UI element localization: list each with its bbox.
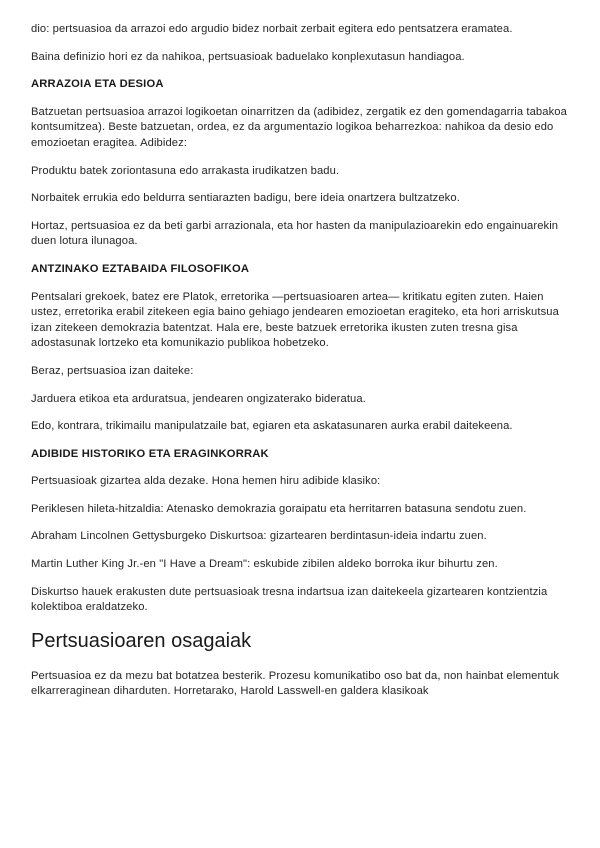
paragraph-definition-end: dio: pertsuasioa da arrazoi edo argudio bidez norbait zerbait egitera edo pentsatzera eramatea. [31,23,513,35]
paragraph-speeches-conclusion: Diskurtso hauek erakusten dute pertsuasioak tresna indartsua izan daitekeela gizartearen kontzientzia kolektiboa eraldatzeko. [31,585,548,614]
paragraph-example-product: Produktu batek zoriontasuna edo arrakasta irudikatzen badu. [31,164,340,177]
paragraph-pericles: Periklesen hileta-hitzaldia: Atenasko demokrazia goraipatu eta herritarren batasuna sendotu zuen. [31,502,527,515]
section-title-osagaiak: Pertsuasioaren osagaiak [31,629,252,652]
paragraph-lincoln: Abraham Lincolnen Gettysburgeko Diskurtsoa: gizartearen berdintasun-ideia indartu zuen. [31,530,487,543]
heading-antzinako-eztabaida: ANTZINAKO EZTABAIDA FILOSOFIKOA [31,262,250,275]
paragraph-logic-emotion: Batzuetan pertsuasioa arrazoi logikoetan oinarritzen da (adibidez, zergatik ez den gomendagarria tabakoa kontsumitzea). Beste batzuetan, ordea, ez da argumentazio logikoa beharrezkoa: nahikoa da desio edo emozioetan eragitea. Adibidez: [31,105,567,149]
paragraph-examples-intro: Pertsuasioak gizartea alda dezake. Hona hemen hiru adibide klasiko: [31,475,381,488]
paragraph-mlk: Martin Luther King Jr.-en "I Have a Dream": eskubide zibilen aldeko borroka ikur bihurtu zen. [31,558,498,571]
paragraph-complexity: Baina definizio hori ez da nahikoa, pertsuasioak baduelako konplexutasun handiagoa. [31,50,465,63]
heading-arrazoia-eta-desioa: ARRAZOIA ETA DESIOA [31,78,164,91]
paragraph-ethical-activity: Jarduera etikoa eta arduratsua, jendearen ongizaterako bideratua. [31,392,366,405]
heading-adibide-historikoak: ADIBIDE HISTORIKO ETA ERAGINKORRAK [31,447,269,460]
paragraph-communicative-process: Pertsuasioa ez da mezu bat botatzea besterik. Prozesu komunikatibo oso bat da, non hainbat elementuk elkarreraginean diharduten. Horretarako, Harold Lasswell-en galdera klasikoak [31,669,560,698]
paragraph-manipulative-trick: Edo, kontrara, trikimailu manipulatzaile bat, egiaren eta askatasunaren aurka erabil daitekeena. [31,420,513,433]
document-page [31,22,571,712]
paragraph-therefore: Beraz, pertsuasioa izan daiteke: [31,364,194,377]
paragraph-greek-thinkers: Pentsalari grekoek, batez ere Platok, erretorika —pertsuasioaren artea— kritikatu egiten zuten. Haien ustez, erretorika erabil zitekeen egia baino gehiago jendearen emozioetan eragiteko, eta hori arriskutsua izan zitekeen demokrazia batentzat. Hala ere, beste batzuek erretorika ikusten zuten tresna gisa adostasunak lortzeko eta komunikazio publikoa hobetzeko. [31,290,559,350]
paragraph-manipulation-link: Hortaz, pertsuasioa ez da beti garbi arrazionala, eta hor hasten da manipulazioarekin edo engainuarekin duen lotura ilunagoa. [31,219,559,248]
paragraph-example-pity-fear: Norbaitek errukia edo beldurra sentiarazten badigu, bere ideia onartzera bultzatzeko. [31,192,460,205]
